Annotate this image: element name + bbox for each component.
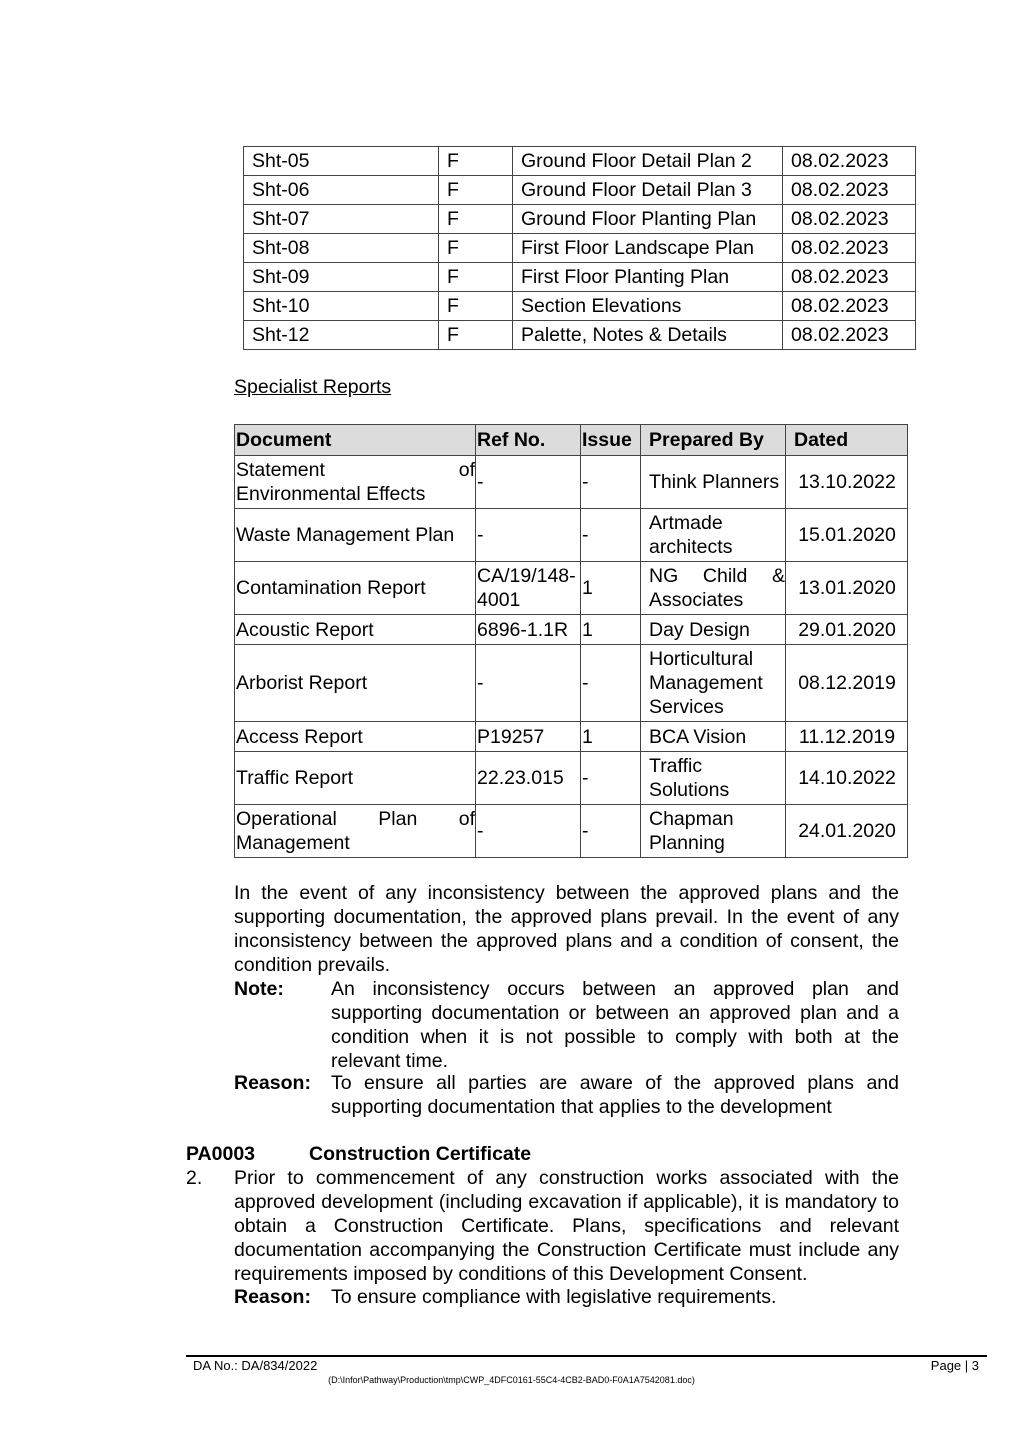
issue: 1 (581, 562, 641, 615)
drawing-date: 08.02.2023 (783, 292, 916, 321)
table-row (235, 562, 908, 615)
issue: - (581, 752, 641, 805)
revision: F (439, 321, 513, 350)
document-name: Traffic Report (235, 752, 476, 805)
document-name: Waste Management Plan (235, 509, 476, 562)
table-row (244, 147, 916, 176)
footer-divider (186, 1355, 987, 1357)
ref-number: 22.23.015 (476, 752, 581, 805)
table-row (244, 234, 916, 263)
table-row (244, 176, 916, 205)
document-name: Acoustic Report (235, 615, 476, 645)
reason-label: Reason: (234, 1072, 311, 1094)
issue: 1 (581, 722, 641, 752)
sheet-number: Sht-09 (244, 263, 439, 292)
note-text: An inconsistency occurs between an approved plan and supporting documentation or between an approved plan and a condition when it is not possible to comply with both at the relevant time. (331, 978, 899, 1072)
specialist-reports-table (234, 424, 908, 858)
ref-number: P19257 (476, 722, 581, 752)
table-row (235, 722, 908, 752)
table-row (244, 292, 916, 321)
condition-code: PA0003 (186, 1143, 256, 1165)
prepared-by: Horticultural Management Services (641, 645, 786, 722)
revision: F (439, 292, 513, 321)
table-row (235, 509, 908, 562)
drawing-date: 08.02.2023 (783, 321, 916, 350)
prepared-by: NG Child & Associates (641, 562, 786, 615)
note-block (234, 977, 899, 1073)
reason-text: To ensure all parties are aware of the approved plans and supporting documentation that applies to the development (331, 1072, 899, 1118)
specialist-reports-heading: Specialist Reports (234, 376, 392, 398)
prepared-by: Day Design (641, 615, 786, 645)
drawing-title: Ground Floor Detail Plan 3 (513, 176, 783, 205)
prepared-by: Traffic Solutions (641, 752, 786, 805)
drawing-date: 08.02.2023 (783, 176, 916, 205)
revision: F (439, 176, 513, 205)
table-row (235, 752, 908, 805)
sheet-number: Sht-07 (244, 205, 439, 234)
page-number: Page | 3 (930, 1358, 979, 1373)
drawing-title: Ground Floor Detail Plan 2 (513, 147, 783, 176)
table-row (235, 456, 908, 509)
issue: - (581, 645, 641, 722)
issue: - (581, 456, 641, 509)
revision: F (439, 263, 513, 292)
ref-number: CA/19/148-4001 (476, 562, 581, 615)
prepared-by: BCA Vision (641, 722, 786, 752)
drawings-table (243, 146, 916, 350)
document-path: (D:\Infor\Pathway\Production\tmp\CWP_4DFC0161-55C4-4CB2-BAD0-F0A1A7542081.doc) (328, 1375, 695, 1385)
reason-label: Reason: (234, 1286, 311, 1308)
drawing-date: 08.02.2023 (783, 205, 916, 234)
dated: 29.01.2020 (786, 615, 908, 645)
revision: F (439, 205, 513, 234)
document-name: Arborist Report (235, 645, 476, 722)
dated: 08.12.2019 (786, 645, 908, 722)
drawing-date: 08.02.2023 (783, 234, 916, 263)
document-name: Access Report (235, 722, 476, 752)
condition-title: Construction Certificate (309, 1143, 532, 1165)
sheet-number: Sht-10 (244, 292, 439, 321)
issue: - (581, 805, 641, 858)
prepared-by: Chapman Planning (641, 805, 786, 858)
sheet-number: Sht-06 (244, 176, 439, 205)
sheet-number: Sht-12 (244, 321, 439, 350)
table-row (235, 805, 908, 858)
drawing-title: First Floor Landscape Plan (513, 234, 783, 263)
table-row (244, 263, 916, 292)
prepared-by: Artmade architects (641, 509, 786, 562)
revision: F (439, 234, 513, 263)
sheet-number: Sht-05 (244, 147, 439, 176)
drawing-date: 08.02.2023 (783, 263, 916, 292)
ref-number: - (476, 805, 581, 858)
document-name: Contamination Report (235, 562, 476, 615)
table-row (244, 321, 916, 350)
document-name: Operational Plan of Management (235, 805, 476, 858)
column-header: Prepared By (641, 425, 786, 456)
drawing-title: First Floor Planting Plan (513, 263, 783, 292)
ref-number: 6896-1.1R (476, 615, 581, 645)
ref-number: - (476, 509, 581, 562)
table-row (235, 645, 908, 722)
document-name: Statement of Environmental Effects (235, 456, 476, 509)
dated: 24.01.2020 (786, 805, 908, 858)
dated: 13.01.2020 (786, 562, 908, 615)
condition-number: 2. (186, 1167, 203, 1189)
dated: 11.12.2019 (786, 722, 908, 752)
issue: 1 (581, 615, 641, 645)
reason-text: To ensure compliance with legislative requirements. (331, 1286, 777, 1308)
drawing-date: 08.02.2023 (783, 147, 916, 176)
da-number: DA No.: DA/834/2022 (193, 1358, 318, 1373)
column-header: Ref No. (476, 425, 581, 456)
column-header: Document (235, 425, 476, 456)
dated: 15.01.2020 (786, 509, 908, 562)
prepared-by: Think Planners (641, 456, 786, 509)
ref-number: - (476, 645, 581, 722)
table-row (244, 205, 916, 234)
table-header-row (235, 425, 908, 456)
revision: F (439, 147, 513, 176)
column-header: Issue (581, 425, 641, 456)
sheet-number: Sht-08 (244, 234, 439, 263)
dated: 14.10.2022 (786, 752, 908, 805)
ref-number: - (476, 456, 581, 509)
condition-text: Prior to commencement of any construction works associated with the approved development (including excavation if applicable), it is mandatory to obtain a Construction Certificate. Plans, specifications and relevant documentation accompanying the Construction Certificate must include any requirements imposed by conditions of this Development Consent. (234, 1167, 899, 1285)
note-label: Note: (234, 978, 284, 1000)
issue: - (581, 509, 641, 562)
drawing-title: Ground Floor Planting Plan (513, 205, 783, 234)
reason-block (234, 1071, 899, 1119)
table-row (235, 615, 908, 645)
dated: 13.10.2022 (786, 456, 908, 509)
inconsistency-paragraph: In the event of any inconsistency between the approved plans and the supporting documentation, the approved plans prevail. In the event of any inconsistency between the approved plans and a condition of consent, the condition prevails. (234, 882, 899, 976)
drawing-title: Palette, Notes & Details (513, 321, 783, 350)
column-header: Dated (786, 425, 908, 456)
drawing-title: Section Elevations (513, 292, 783, 321)
condition-reason-block (234, 1285, 899, 1309)
